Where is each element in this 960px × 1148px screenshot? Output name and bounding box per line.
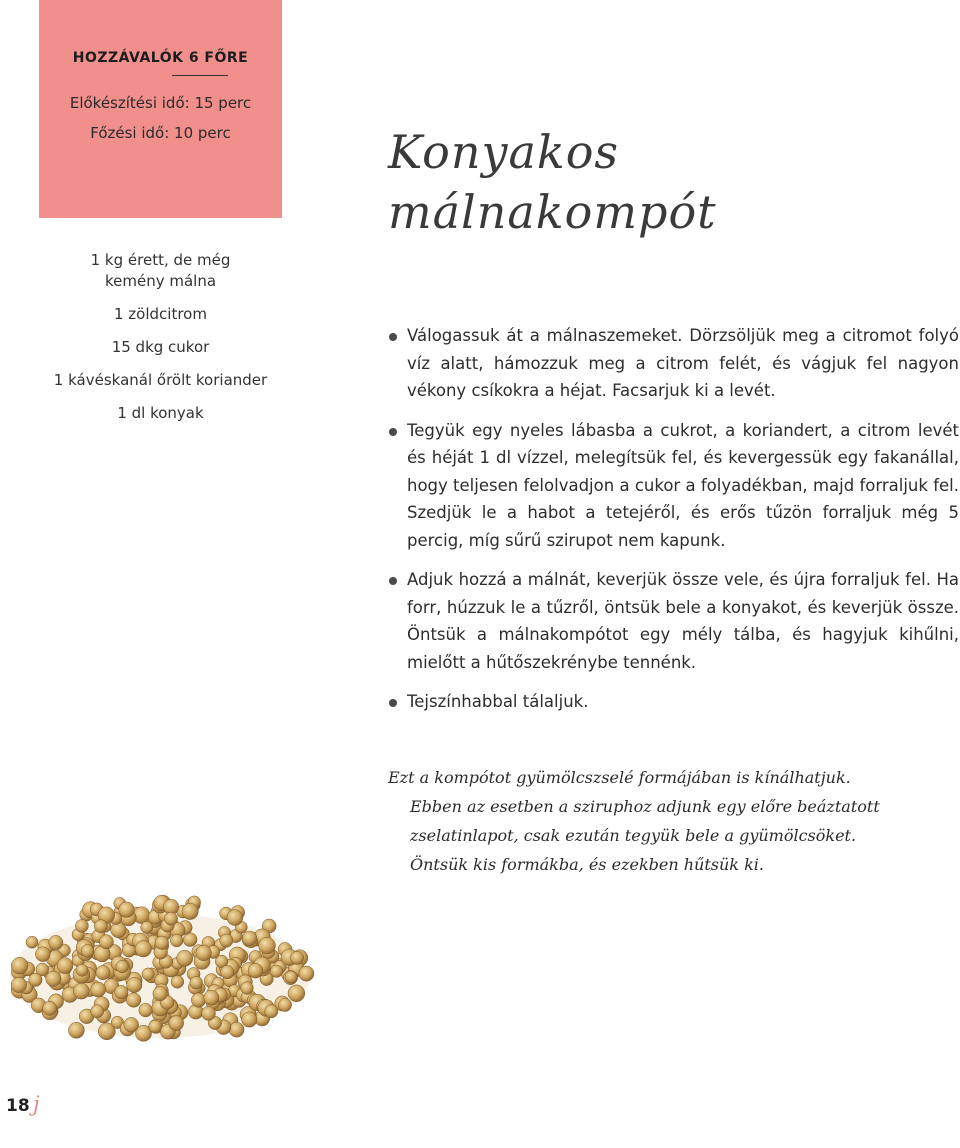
seed	[139, 1003, 153, 1017]
coriander-seeds-image	[2, 880, 317, 1060]
seed	[248, 963, 263, 978]
seed	[299, 966, 314, 981]
cook-time: Főzési idő: 10 perc	[90, 124, 231, 142]
seed	[169, 1016, 184, 1031]
seed	[171, 975, 184, 988]
seed	[96, 965, 110, 979]
bullet-icon	[389, 428, 397, 436]
seed	[155, 936, 169, 950]
ingredient-item: 1 zöldcitrom	[114, 305, 207, 323]
serving-tip	[388, 763, 948, 879]
tip-line: zselatinlapot, csak ezután tegyük bele a gyümölcsöket.	[410, 826, 857, 845]
seed	[278, 998, 291, 1011]
seed	[149, 1020, 162, 1033]
recipe-title	[388, 122, 868, 242]
seed	[46, 971, 61, 986]
recipe-step	[389, 322, 959, 405]
seed	[73, 983, 89, 999]
page-mark: j	[33, 1092, 40, 1116]
recipe-steps	[389, 322, 959, 728]
ingredient-item: 1 kávéskanál őrölt koriander	[53, 371, 268, 389]
prep-time: Előkészítési idő: 15 perc	[69, 94, 252, 112]
ingredient-item: 1 dl konyak	[117, 404, 204, 422]
bullet-icon	[389, 577, 397, 585]
seed	[288, 985, 305, 1002]
seed	[81, 945, 94, 958]
page-number: 18	[6, 1096, 30, 1116]
seed	[135, 941, 151, 957]
seed	[76, 964, 88, 976]
seed	[116, 960, 129, 973]
tip-line: Ebben az esetben a sziruphoz adjunk egy előre beáztatott	[410, 797, 880, 816]
recipe-step	[389, 417, 959, 555]
seed	[11, 957, 28, 974]
seed	[119, 902, 135, 918]
seed	[164, 912, 177, 925]
servings-heading: HOZZÁVALÓK 6 FŐRE	[72, 50, 249, 66]
seed	[127, 977, 142, 992]
seed	[29, 973, 42, 986]
heading-divider	[172, 75, 228, 76]
recipe-step	[389, 566, 959, 676]
seed	[285, 971, 297, 983]
seed	[259, 937, 276, 954]
recipe-info-box	[39, 0, 282, 218]
seed	[291, 951, 304, 964]
ingredient-item: 1 kg érett, de még kemény málna	[90, 251, 231, 290]
seed	[242, 931, 257, 946]
seed	[75, 919, 88, 932]
seed	[43, 1001, 57, 1015]
seed	[220, 934, 233, 947]
seed	[241, 982, 254, 995]
seed	[124, 1017, 139, 1032]
seed	[242, 1012, 257, 1027]
seed	[142, 968, 154, 980]
seed	[227, 910, 243, 926]
seed	[26, 936, 38, 948]
step-text: Adjuk hozzá a málnát, keverjük össze vele, és újra forraljuk fel. Ha forr, húzzuk le a tűzről, öntsük bele a konyakot, és keverjük össze. Öntsük a málnakompótot egy mély tálba, és hagyjuk kihűlni, mielőtt a hűtőszekrénybe tennénk.	[407, 570, 959, 672]
seed	[115, 985, 129, 999]
ingredient-item: 15 dkg cukor	[111, 338, 210, 356]
seed	[191, 993, 205, 1007]
seed	[170, 934, 183, 947]
seed	[94, 920, 107, 933]
seed	[35, 947, 50, 962]
seed	[221, 965, 234, 978]
seed	[141, 921, 153, 933]
recipe-step	[389, 688, 959, 716]
seed	[98, 1023, 115, 1040]
seed	[91, 982, 106, 997]
seed	[49, 935, 63, 949]
step-text: Válogassuk át a málnaszemeket. Dörzsöljük meg a citromot folyó víz alatt, hámozzuk meg a citrom felét, és vágjuk fel nagyon vékony csíkokra a héjat. Facsarjuk ki a levét.	[407, 326, 959, 400]
bullet-icon	[389, 699, 397, 707]
seed	[99, 935, 113, 949]
seed	[153, 986, 167, 1000]
bullet-icon	[389, 333, 397, 341]
seed	[68, 1022, 84, 1038]
tip-line: Ezt a kompótot gyümölcszselé formájában is kínálhatjuk.	[388, 768, 851, 787]
step-text: Tejszínhabbal tálaljuk.	[407, 692, 589, 711]
seed	[190, 976, 203, 989]
seed	[177, 950, 193, 966]
seed	[196, 945, 212, 961]
recipe-title-line-2: málnakompót	[388, 185, 717, 239]
step-text: Tegyük egy nyeles lábasba a cukrot, a koriandert, a citrom levét és héját 1 dl vízzel, melegítsük fel, és kevergessük egy fakanállal, hogy teljesen felolvadjon a cukor a folyadékban, majd forraljuk fel. Szedjük le a habot a tetejéről, és erős tűzön forraljuk még 5 percig, míg sűrű szirupot nem kapunk.	[407, 420, 959, 550]
seed	[204, 990, 219, 1005]
seed	[11, 977, 27, 993]
seed	[126, 993, 141, 1008]
ingredient-list	[39, 250, 282, 436]
tip-line: Öntsük kis formákba, és ezekben hűtsük ki.	[410, 855, 764, 874]
seed	[202, 1006, 216, 1020]
seed	[229, 1022, 244, 1037]
seed	[265, 1005, 278, 1018]
seed	[57, 958, 73, 974]
seed	[91, 1005, 104, 1018]
seed	[270, 965, 282, 977]
recipe-title-line-1: Konyakos	[388, 125, 620, 179]
seed	[182, 903, 198, 919]
